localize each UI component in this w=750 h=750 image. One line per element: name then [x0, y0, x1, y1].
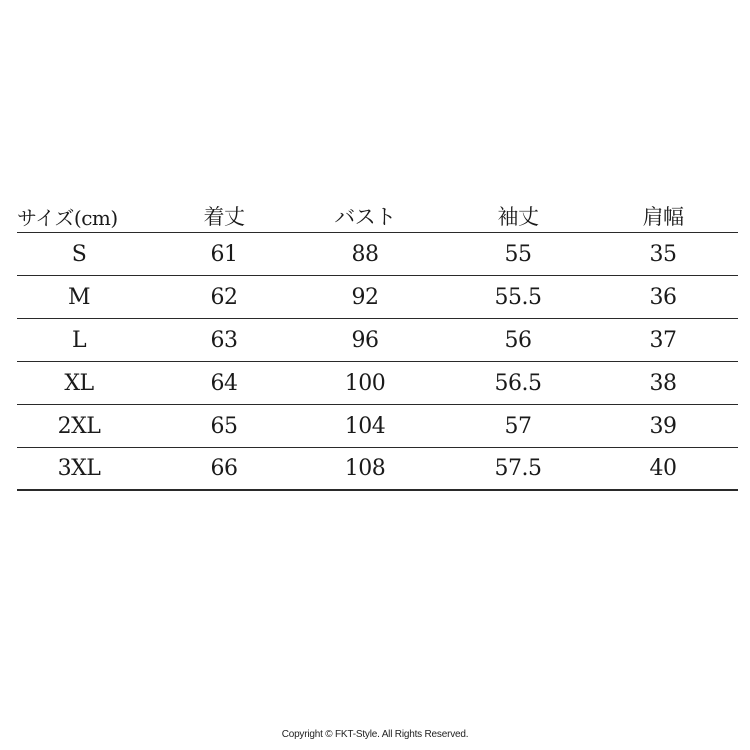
header-shoulder: 肩幅: [642, 205, 684, 229]
sleeve-cell: 56.5: [494, 370, 542, 396]
size-cell: 2XL: [57, 413, 101, 439]
shoulder-cell: 36: [649, 284, 677, 310]
sleeve-cell: 56: [504, 327, 532, 353]
bust-cell: 96: [351, 327, 379, 353]
length-cell: 62: [210, 284, 238, 310]
copyright-text: Copyright © FKT-Style. All Rights Reserved.: [281, 729, 469, 740]
length-cell: 66: [210, 456, 238, 481]
shoulder-cell: 35: [649, 241, 677, 267]
table-row: [17, 362, 738, 405]
length-cell: 63: [210, 327, 238, 353]
sleeve-cell: 55: [504, 241, 532, 267]
length-cell: 65: [210, 413, 238, 439]
shoulder-cell: 38: [649, 370, 677, 396]
bust-cell: 100: [344, 370, 386, 396]
table-row: [17, 276, 738, 319]
table-row: [17, 448, 738, 491]
size-chart-table: [17, 198, 738, 491]
header-size: サイズ(cm): [17, 206, 118, 230]
sleeve-cell: 55.5: [494, 284, 542, 310]
sleeve-cell: 57.5: [494, 456, 542, 481]
header-bust: バスト: [334, 205, 396, 229]
header-sleeve: 袖丈: [497, 205, 539, 229]
bust-cell: 104: [344, 413, 386, 439]
size-cell: XL: [64, 370, 94, 396]
bust-cell: 88: [351, 241, 379, 267]
sleeve-cell: 57: [504, 413, 532, 439]
header-length: 着丈: [203, 205, 245, 229]
bust-cell: 92: [351, 284, 379, 310]
shoulder-cell: 37: [649, 327, 677, 353]
shoulder-cell: 40: [649, 456, 677, 481]
length-cell: 64: [210, 370, 238, 396]
table-row: [17, 233, 738, 276]
size-cell: M: [67, 284, 91, 310]
shoulder-cell: 39: [649, 413, 677, 439]
length-cell: 61: [210, 241, 238, 267]
size-cell: S: [71, 241, 87, 267]
table-row: [17, 319, 738, 362]
table-row: [17, 405, 738, 448]
bust-cell: 108: [344, 456, 386, 481]
table-header-row: [17, 198, 738, 233]
size-cell: L: [71, 327, 87, 353]
size-cell: 3XL: [57, 456, 101, 481]
